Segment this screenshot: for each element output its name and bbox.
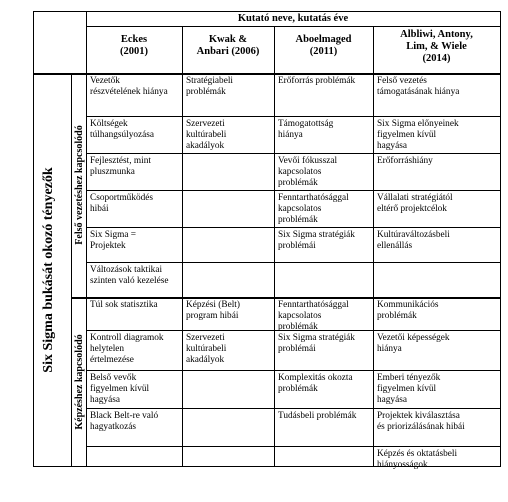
header-title-divider [86, 26, 500, 27]
group1_rows-cell: Kultúraváltozásbeli ellenállás [377, 230, 450, 251]
group1_rows-cell: Csoportműködés hibái [90, 193, 154, 214]
group2_rows-cell: Six Sigma stratégiák problémái [278, 333, 355, 354]
group2_rows-cell: Túl sok statisztika [90, 300, 158, 310]
group2_rows-cell: Black Belt-re való hagyatkozás [90, 411, 159, 432]
group1_rows-cell: Vezetők részvételének hiánya [90, 76, 168, 97]
header-column-3: Aboelmaged (2011) [295, 34, 352, 57]
row-divider [86, 408, 500, 409]
group2_rows-cell: Kontroll diagramok helytelen értelmezése [90, 333, 164, 365]
group2_rows-cell: Fenntarthatósággal kapcsolatos problémák [278, 300, 349, 332]
group1_rows-cell: Erőforráshiány [377, 156, 433, 166]
group1_rows-cell: Támogatottság hiánya [278, 119, 334, 140]
group1_rows-cell: Fejlesztést, mint pluszmunka [90, 156, 151, 177]
header-column-1: Eckes (2001) [120, 34, 148, 57]
group1_rows-cell: Vevői fókusszal kapcsolatos problémák [278, 156, 338, 188]
row-divider [86, 116, 500, 117]
group-divider [71, 297, 500, 299]
group2_rows-cell: Komplexitás okozta problémák [278, 373, 353, 394]
factors-table [33, 11, 501, 470]
group1_rows-cell: Six Sigma stratégiák problémái [278, 230, 355, 251]
group1_rows-cell: Vállalati stratégiától eltérő projektcélok [377, 193, 453, 214]
group1_rows-cell: Költségek túlhangsúlyozása [90, 119, 155, 140]
row-divider [86, 370, 500, 371]
group2_rows-cell: Képzési (Belt) program hibái [186, 300, 240, 321]
group1_rows-cell: Szervezeti kultúrabeli akadályok [186, 119, 227, 151]
group2_rows-cell: Tudásbeli problémák [278, 411, 357, 421]
column-divider [182, 26, 183, 466]
row-divider [86, 153, 500, 154]
group2_rows-cell: Vezetői képességek hiánya [377, 333, 450, 354]
row-divider [86, 446, 500, 447]
group2_rows-cell: Projektek kiválasztása és priorizálásának hibái [377, 411, 465, 432]
header-bottom-divider [34, 73, 500, 75]
row-divider [86, 190, 500, 191]
group1_rows-cell: Erőforrás problémák [278, 76, 356, 86]
group1_rows-cell: Stratégiabeli problémák [186, 76, 233, 97]
group1_rows-cell: Változások taktikai szinten való kezelése [90, 265, 169, 286]
group2_rows-cell: Kommunikációs problémák [377, 300, 439, 321]
group2_rows-cell: Szervezeti kultúrabeli akadályok [186, 333, 227, 365]
group2_rows-cell: Képzés és oktatásbeli hiányosságok [377, 449, 458, 470]
group-label-divider [71, 73, 72, 466]
group2_rows-cell: Emberi tényezők figyelmen kívül hagyása [377, 373, 441, 405]
group1_rows-cell: Six Sigma = Projektek [90, 230, 137, 251]
row-divider [86, 262, 500, 263]
group2_rows-cell: Belső vevők figyelmen kívül hagyása [90, 373, 150, 405]
group1_rows-cell: Felső vezetés támogatásának hiánya [377, 76, 460, 97]
column-divider [373, 26, 374, 466]
column-divider [274, 26, 275, 466]
group1-side-label: Felső vezetéshez kapcsolódó [74, 125, 85, 245]
header-column-2: Kwak & Anbari (2006) [196, 34, 260, 57]
label-column-divider [86, 12, 87, 466]
header-group-title: Kutató neve, kutatás éve [237, 13, 349, 24]
group2-side-label: Képzéshez kapcsolódó [74, 333, 85, 430]
main-side-label: Six Sigma bukását okozó tényezők [41, 166, 56, 373]
group1_rows-cell: Fenntarthatósággal kapcsolatos problémák [278, 193, 349, 225]
header-column-4: Albliwi, Antony, Lim, & Wiele (2014) [400, 29, 473, 64]
row-divider [86, 227, 500, 228]
group1_rows-cell: Six Sigma előnyeinek figyelmen kívül hagyása [377, 119, 459, 151]
